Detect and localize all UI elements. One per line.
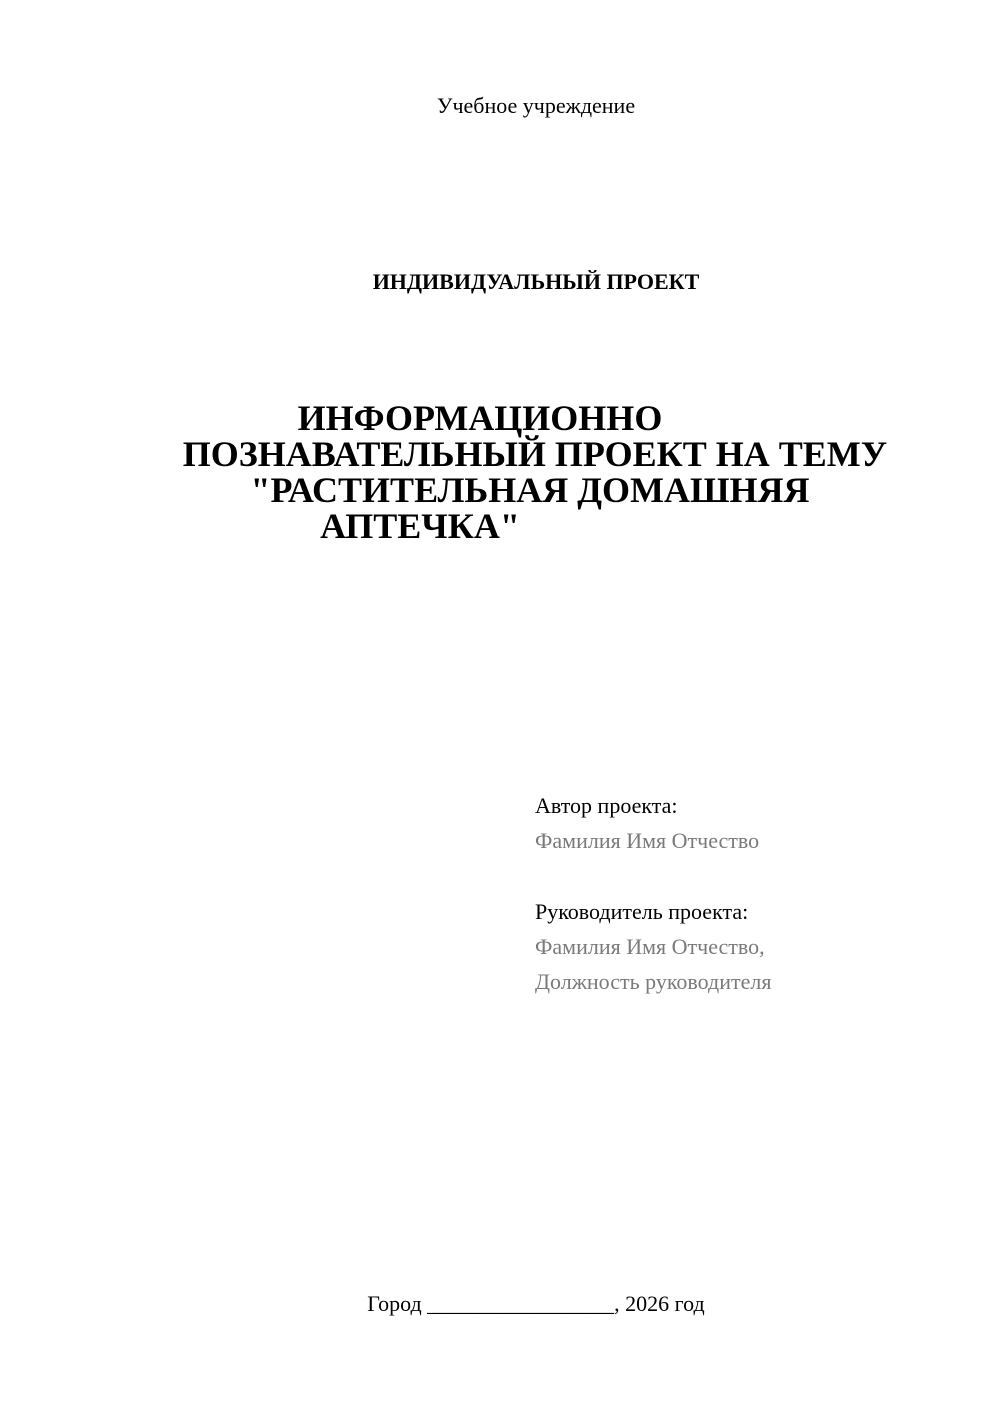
project-type-heading: ИНДИВИДУАЛЬНЫЙ ПРОЕКТ bbox=[372, 269, 700, 294]
author-label: Автор проекта: bbox=[535, 793, 678, 818]
credits-spacer bbox=[535, 858, 771, 894]
city-year-footer: Город _________________, 2026 год bbox=[367, 1291, 705, 1316]
supervisor-name: Фамилия Имя Отчество, bbox=[535, 934, 765, 959]
project-title-line: ПОЗНАВАТЕЛЬНЫЙ ПРОЕКТ НА ТЕМУ bbox=[182, 434, 888, 474]
project-title-line: "РАСТИТЕЛЬНАЯ ДОМАШНЯЯ bbox=[250, 470, 810, 510]
project-title-line: АПТЕЧКА" bbox=[320, 506, 520, 546]
project-title-line: ИНФОРМАЦИОННО bbox=[297, 398, 663, 438]
supervisor-label: Руководитель проекта: bbox=[535, 899, 749, 924]
project-title bbox=[150, 400, 920, 544]
supervisor-position: Должность руководителя bbox=[535, 969, 772, 994]
institution-name: Учебное учреждение bbox=[436, 93, 636, 118]
credits-block bbox=[535, 788, 771, 999]
author-name: Фамилия Имя Отчество bbox=[535, 828, 760, 853]
